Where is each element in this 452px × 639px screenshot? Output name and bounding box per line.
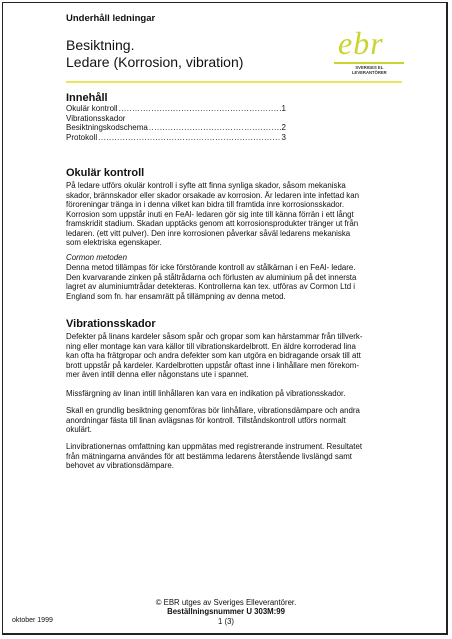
- vibration-paragraph-4: [66, 442, 406, 471]
- section-heading-okular: Okulär kontroll: [66, 167, 145, 179]
- text-line: Skall en grundlig besiktning genomföras bör linhållare, vibrationsdämpare och andra: [66, 406, 360, 415]
- toc-leader: [119, 104, 281, 114]
- logo-subtitle: [352, 65, 387, 75]
- okular-paragraph: [66, 181, 406, 248]
- text-line: Missfärgning av linan intill linhållaren kan vara en indikation på vibrationsskador.: [66, 389, 346, 398]
- text-line: England som fn. har ensamrätt på tillämpning av denna metod.: [66, 291, 286, 301]
- toc-item: [66, 123, 286, 133]
- toc-item-page: 3: [281, 132, 286, 142]
- text-line: anordningar fästa till linan avlägsnas för kontroll. Tillståndskontroll utförs normalt: [66, 415, 346, 425]
- header-rule: [66, 81, 402, 83]
- vibration-paragraph-3: [66, 406, 406, 435]
- text-line: ning eller montage kan vara källor till vibrationskardelbrott. En äldre korroderad lina: [66, 341, 356, 351]
- document-title: [66, 37, 243, 71]
- toc-leader: [149, 123, 281, 133]
- text-line: På ledare utförs okulär kontroll i syfte att finna synliga skador, såsom mekaniska: [66, 181, 346, 190]
- text-line: Linvibrationernas omfattning kan uppmätas med registrerande instrument. Resultatet: [66, 442, 363, 451]
- text-line: som elektriska egenskaper.: [66, 238, 162, 248]
- text-line: lagret av aluminiumtrådar detekteras. Kontrollerna kan tex. utföras av Cormon Ltd i: [66, 282, 356, 292]
- section-heading-vibration: Vibrationsskador: [66, 318, 156, 330]
- cormon-paragraph: [66, 263, 406, 301]
- toc-item-label: Okulär kontroll: [66, 104, 118, 113]
- title-line-2: Ledare (Korrosion, vibration): [66, 54, 244, 70]
- ebr-logo: [330, 26, 410, 78]
- text-line: behovet av vibrationsdämpare.: [66, 461, 174, 471]
- toc-item: [66, 114, 286, 124]
- toc-item-label: Besiktningskodschema: [66, 123, 148, 133]
- table-of-contents: [66, 104, 286, 142]
- section-label: Underhåll ledningar: [66, 13, 156, 24]
- toc-item: [66, 104, 286, 114]
- toc-leader: [98, 133, 280, 143]
- logo-underline: [334, 62, 404, 64]
- text-line: mer även intill denna eller någonstans ute i spannet.: [66, 370, 249, 380]
- toc-heading: Innehåll: [66, 92, 108, 104]
- logo-subtitle-line-2: LEVERANTÖRER: [352, 70, 387, 75]
- text-line: skador, brännskador eller skador orsakade av korrosion. Är ledaren inte infettad kan: [66, 190, 359, 200]
- text-line: från mätningarna användes för att bestämma ledarens återstående livslängd samt: [66, 451, 352, 461]
- text-line: Korrosion som uppstår inuti en FeAl- ledaren gör sig inte till känna förrän i ett långt: [66, 209, 354, 219]
- text-line: framskridit stadium. Skadan upptäcks genom att korrosionsprodukter tränger ut från: [66, 219, 359, 229]
- footer-page-indicator: 1 (3): [217, 616, 235, 626]
- text-line: brott uppstår på kardeler. Kardelbrotten uppstår oftast inne i linhållare men förekom-: [66, 360, 359, 370]
- vibration-paragraph-2: [66, 389, 406, 399]
- text-line: kan ofta ha frätgropar och andra defekter som kan utgöra en bidragande orsak till att: [66, 351, 361, 361]
- toc-item-page: 1: [281, 104, 286, 113]
- toc-item-label: Vibrationsskador: [66, 113, 126, 123]
- logo-subtitle-line-1: SVERIGES EL: [355, 65, 384, 70]
- footer: [0, 598, 452, 626]
- title-line-1: Besiktning.: [66, 37, 135, 53]
- footer-copyright: © EBR utges av Sveriges Elleverantörer.: [155, 598, 297, 607]
- text-line: ledaren. (ett vitt pulver). Den inre korrosionen påverkar såväl ledarens mekaniska: [66, 228, 351, 238]
- text-line: Denna metod tillämpas för icke förstörande kontroll av stålkärnan i en FeAl- ledare.: [66, 263, 356, 272]
- toc-item: [66, 133, 286, 143]
- toc-item-label: Protokoll: [66, 132, 98, 142]
- text-line: föroreningar tränga in i denna vilket kan bidra till framtida inre korrosionsskador.: [66, 200, 345, 210]
- text-line: Defekter på linans kardeler såsom spår och gropar som kan härstammar från tillverk-: [66, 332, 363, 341]
- logo-wordmark: ebr: [338, 25, 384, 61]
- cormon-label: Cormon metoden: [66, 253, 127, 262]
- footer-date: oktober 1999: [12, 617, 53, 624]
- footer-order-number: Beställningsnummer U 303M:99: [167, 607, 285, 617]
- text-line: Den kvarvarande zinken på ståltrådarna och förlusten av aluminium på det innersta: [66, 272, 357, 282]
- toc-item-page: 2: [281, 123, 286, 133]
- vibration-paragraph-1: [66, 332, 406, 380]
- text-line: okulärt.: [66, 425, 92, 435]
